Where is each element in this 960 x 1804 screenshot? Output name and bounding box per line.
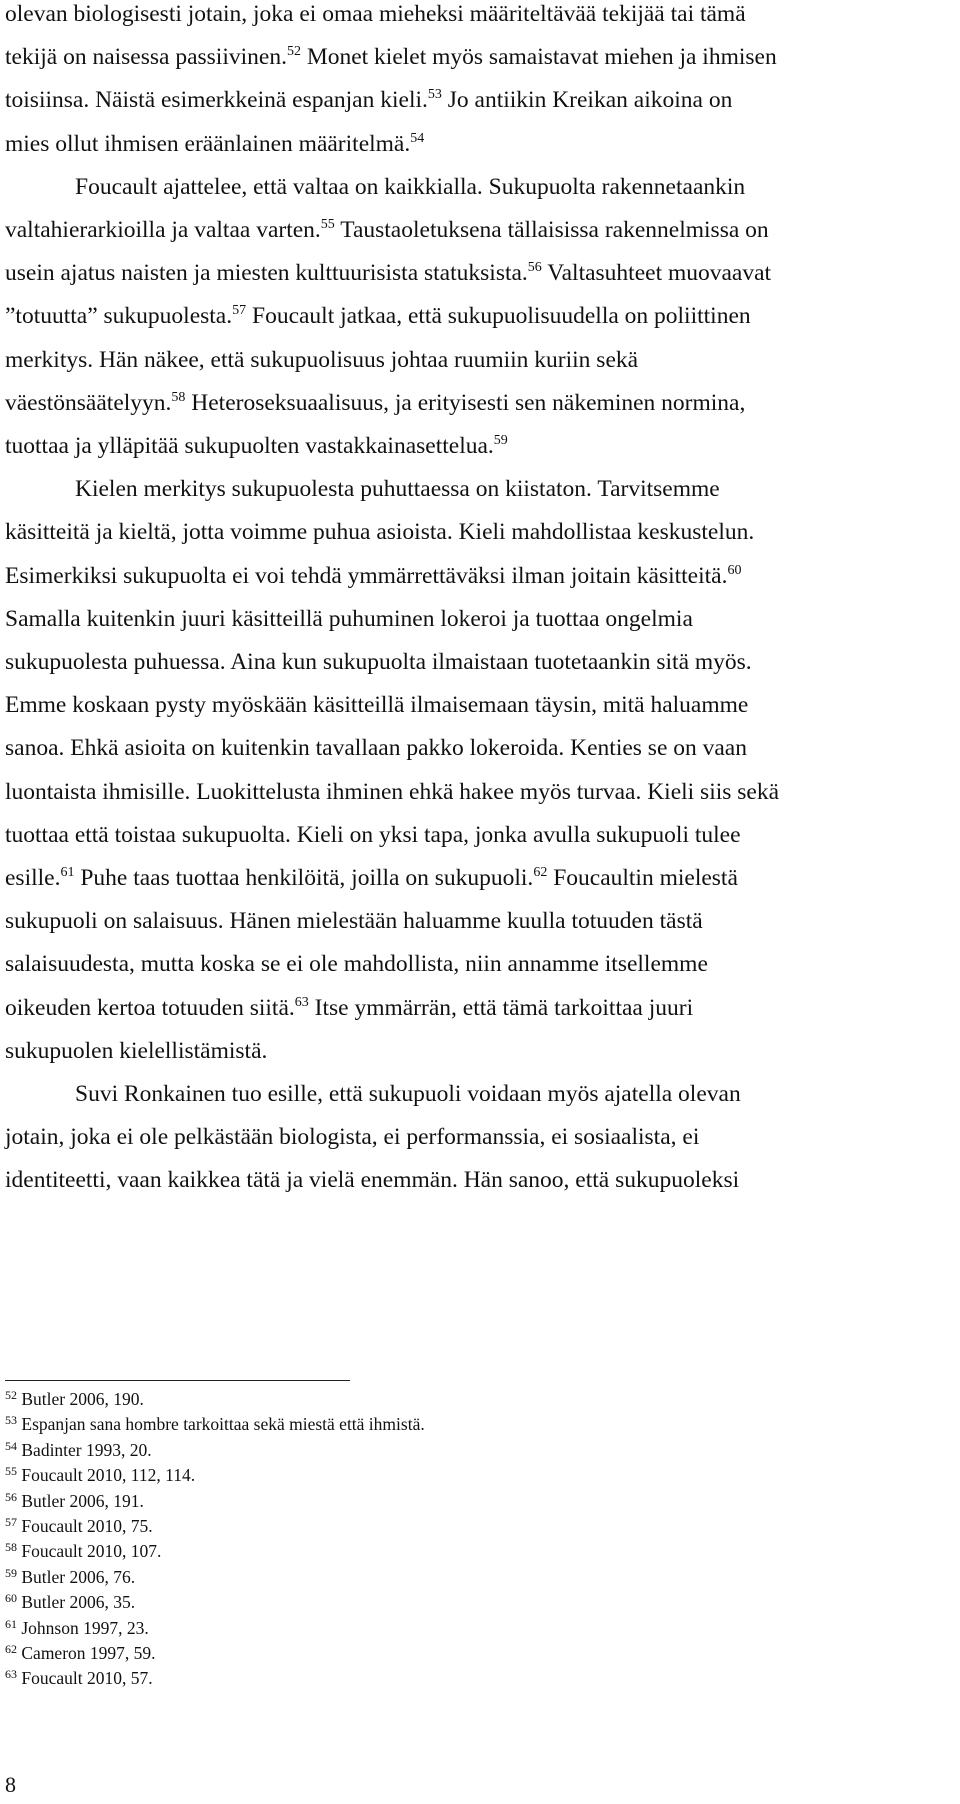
text-line — [5, 1123, 699, 1151]
text-run: valtahierarkioilla ja valtaa varten. — [5, 217, 321, 243]
text-run: luontaista ihmisille. Luokittelusta ihminen ehkä hakee myös turvaa. Kieli siis sekä — [5, 778, 780, 805]
footnote-reference[interactable]: 54 — [410, 130, 425, 146]
footnote — [5, 1414, 425, 1434]
text-line — [5, 1037, 267, 1065]
text-line — [5, 130, 424, 158]
text-line — [5, 562, 741, 590]
text-run: Itse ymmärrän, että tämä tarkoittaa juuri — [308, 994, 694, 1021]
footnote-number: 61 — [5, 1616, 17, 1631]
footnote — [5, 1516, 153, 1536]
footnote-number: 58 — [5, 1540, 17, 1555]
footnote-text: Foucault 2010, 112, 114. — [17, 1465, 196, 1486]
footnote-reference[interactable]: 62 — [533, 865, 548, 880]
text-run: Esimerkiksi sukupuolta ei voi tehdä ymmärrettäväksi ilman joitain käsitteitä. — [5, 562, 728, 589]
footnote-reference[interactable]: 56 — [527, 260, 542, 276]
text-run: Foucaultin mielestä — [547, 865, 738, 891]
text-run: olevan biologisesti jotain, joka ei omaa mieheksi määriteltävää tekijää tai tämä — [5, 1, 746, 27]
text-run: Emme koskaan pysty myöskään käsitteillä ilmaisemaan täysin, mitä haluamme — [5, 692, 749, 719]
text-run: Foucault ajattelee, että valtaa on kaikkialla. Sukupuolta rakennetaankin — [75, 173, 746, 200]
footnote-text: Foucault 2010, 75. — [17, 1516, 153, 1536]
footnote — [5, 1389, 144, 1409]
text-line — [5, 864, 738, 892]
text-run: Taustaoletuksena tällaisissa rakennelmissa on — [334, 217, 769, 243]
text-line — [5, 216, 769, 244]
text-line — [5, 43, 777, 71]
footnote-reference[interactable]: 55 — [320, 217, 335, 232]
footnote-reference[interactable]: 61 — [60, 865, 75, 880]
text-line — [5, 950, 708, 978]
text-run: Suvi Ronkainen tuo esille, että sukupuoli voidaan myös ajatella olevan — [75, 1081, 741, 1107]
footnote-text: Foucault 2010, 107. — [17, 1541, 162, 1562]
footnote-reference[interactable]: 57 — [232, 303, 247, 319]
text-line — [5, 994, 693, 1022]
footnote-reference[interactable]: 52 — [286, 44, 301, 60]
footnote — [5, 1592, 135, 1612]
footnote — [5, 1541, 161, 1561]
text-line — [5, 346, 638, 374]
footnote-number: 52 — [5, 1388, 17, 1402]
text-line — [75, 1080, 741, 1108]
text-run: oikeuden kertoa totuuden siitä. — [5, 994, 295, 1021]
text-run: Kielen merkitys sukupuolesta puhuttaessa on kiistaton. Tarvitsemme — [75, 476, 720, 503]
text-line — [5, 518, 754, 546]
text-run: sanoa. Ehkä asioita on kuitenkin tavallaan pakko lokeroida. Kenties se on vaan — [5, 735, 747, 762]
text-run: identiteetti, vaan kaikkea tätä ja vielä enemmän. Hän sanoo, että sukupuoleksi — [5, 1167, 740, 1194]
text-run: usein ajatus naisten ja miesten kulttuurisista statuksista. — [5, 260, 528, 287]
text-line — [5, 86, 732, 114]
text-run: Monet kielet myös samaistavat miehen ja ihmisen — [300, 44, 777, 71]
text-run: Samalla kuitenkin juuri käsitteillä puhuminen lokeroi ja tuottaa ongelmia — [5, 605, 693, 632]
text-line — [5, 389, 745, 417]
footnote-text: Johnson 1997, 23. — [17, 1617, 149, 1638]
footnote-number: 53 — [5, 1413, 17, 1428]
text-run: Valtasuhteet muovaavat — [541, 260, 772, 287]
footnote — [5, 1618, 149, 1638]
footnote-text: Foucault 2010, 57. — [17, 1668, 153, 1689]
footnote-reference[interactable]: 63 — [294, 994, 309, 1010]
footnote-reference[interactable]: 60 — [727, 562, 742, 578]
footnote-number: 60 — [5, 1591, 17, 1606]
text-run: tuottaa ja ylläpitää sukupuolten vastakkainasettelua. — [5, 433, 494, 459]
text-run: Foucault jatkaa, että sukupuolisuudella on poliittinen — [246, 303, 751, 330]
footnote-text: Butler 2006, 191. — [17, 1490, 144, 1511]
text-run: Jo antiikin Kreikan aikoina on — [441, 87, 733, 114]
footnote-text: Cameron 1997, 59. — [17, 1643, 156, 1663]
text-line — [5, 778, 779, 806]
footnote-text: Badinter 1993, 20. — [17, 1439, 152, 1460]
footnote-number: 57 — [5, 1515, 17, 1529]
footnote — [5, 1643, 156, 1663]
text-run: Heteroseksuaalisuus, ja erityisesti sen näkeminen normina, — [185, 389, 746, 416]
text-run: merkitys. Hän näkee, että sukupuolisuus johtaa ruumiin kuriin sekä — [5, 346, 639, 373]
text-run: mies ollut ihmisen eräänlainen määritelmä. — [5, 130, 411, 157]
text-line — [5, 734, 747, 762]
footnote-reference[interactable]: 59 — [493, 433, 508, 448]
footnote-separator — [5, 1380, 350, 1381]
footnote-number: 59 — [5, 1565, 17, 1580]
text-run: tuottaa että toistaa sukupuolta. Kieli on yksi tapa, jonka avulla sukupuoli tulee — [5, 821, 741, 848]
text-run: tekijä on naisessa passiivinen. — [5, 44, 287, 71]
footnote-text: Butler 2006, 190. — [17, 1389, 144, 1409]
text-run: sukupuolen kielellistämistä. — [5, 1037, 268, 1064]
text-run: toisiinsa. Näistä esimerkkeinä espanjan kieli. — [5, 87, 428, 114]
footnote-text: Espanjan sana hombre tarkoittaa sekä miestä että ihmistä. — [17, 1414, 425, 1435]
text-line — [75, 173, 745, 201]
footnote — [5, 1668, 153, 1688]
text-run: esille. — [5, 865, 61, 891]
text-run: sukupuoli on salaisuus. Hänen mielestään haluamme kuulla totuuden tästä — [5, 908, 703, 935]
footnote-number: 55 — [5, 1464, 17, 1479]
footnote-text: Butler 2006, 76. — [17, 1566, 136, 1587]
text-line — [75, 475, 720, 503]
text-run: sukupuolesta puhuessa. Aina kun sukupuolta ilmaistaan tuotetaankin sitä myös. — [5, 649, 752, 675]
text-run: jotain, joka ei ole pelkästään biologista, ei performanssia, ei sosiaalista, ei — [5, 1124, 700, 1151]
text-run: käsitteitä ja kieltä, jotta voimme puhua asioista. Kieli mahdollistaa keskustelun. — [5, 519, 755, 546]
text-line — [5, 432, 508, 460]
text-line — [5, 821, 741, 849]
page-number: 8 — [5, 1772, 16, 1797]
footnote — [5, 1491, 144, 1511]
text-run: ”totuutta” sukupuolesta. — [5, 303, 233, 330]
text-line — [5, 302, 751, 330]
text-line — [5, 1166, 739, 1194]
footnote-number: 56 — [5, 1489, 17, 1504]
footnote — [5, 1567, 135, 1587]
footnote — [5, 1465, 195, 1485]
text-line — [5, 907, 703, 935]
text-line — [5, 605, 693, 633]
text-line — [5, 648, 752, 676]
footnote — [5, 1440, 152, 1460]
footnote-text: Butler 2006, 35. — [17, 1592, 136, 1613]
footnote-number: 54 — [5, 1438, 17, 1453]
text-line — [5, 691, 748, 719]
text-run: salaisuudesta, mutta koska se ei ole mahdollista, niin annamme itsellemme — [5, 951, 708, 978]
text-run: Puhe taas tuottaa henkilöitä, joilla on sukupuoli. — [74, 865, 534, 891]
footnote-reference[interactable]: 58 — [171, 389, 186, 405]
text-line — [5, 0, 746, 28]
footnote-number: 62 — [5, 1642, 17, 1656]
text-line — [5, 259, 771, 287]
footnote-number: 63 — [5, 1667, 17, 1682]
text-run: väestönsäätelyyn. — [5, 389, 172, 416]
footnote-reference[interactable]: 53 — [427, 87, 442, 103]
